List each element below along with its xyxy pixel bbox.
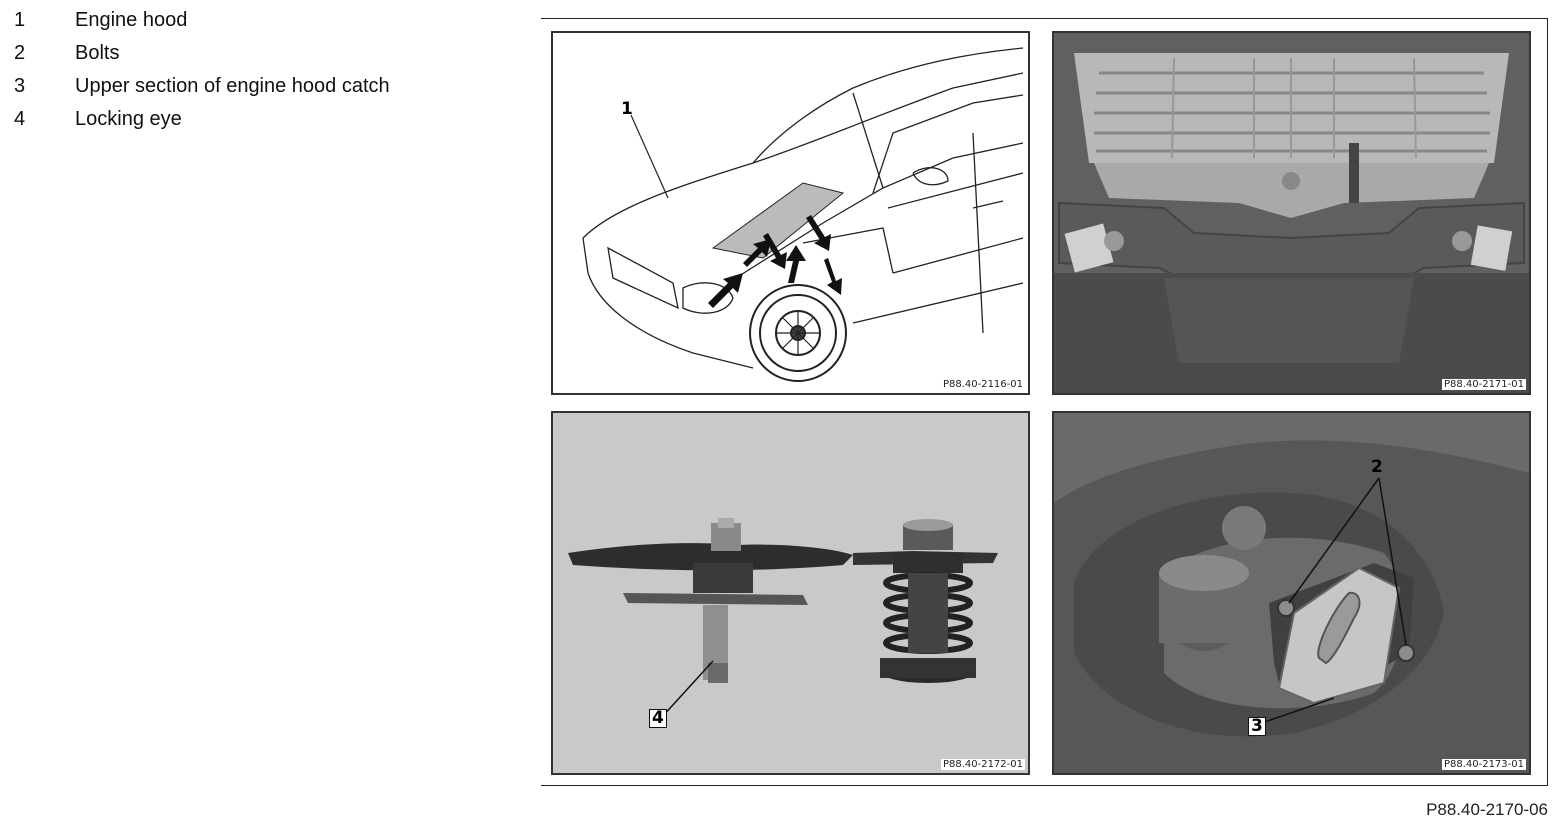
legend-number: 2 — [14, 42, 26, 64]
legend-label: Bolts — [75, 42, 120, 64]
figure-frame — [541, 18, 1548, 786]
legend-label: Locking eye — [75, 108, 182, 130]
image-code: P88.40-2116-01 — [942, 379, 1023, 390]
callout-label: 4 — [649, 709, 667, 728]
image-code: P88.40-2172-01 — [942, 759, 1023, 770]
hood-catch-closeup-photo — [1054, 413, 1529, 773]
panel-hood-catch-parts-photo — [551, 411, 1030, 775]
legend-label: Engine hood — [75, 9, 188, 31]
figure-code: P88.40-2170-06 — [1426, 800, 1548, 819]
legend-number: 1 — [14, 9, 26, 31]
legend-number: 4 — [14, 108, 26, 130]
callout-label: 3 — [1248, 717, 1266, 736]
panel-car-drawing — [551, 31, 1030, 395]
grille-photo — [1054, 33, 1529, 393]
callout-label: 1 — [621, 99, 633, 119]
callout-label: 2 — [1371, 457, 1383, 477]
panel-hood-catch-closeup-photo — [1052, 411, 1531, 775]
car-line-drawing — [553, 33, 1028, 393]
legend-number: 3 — [14, 75, 26, 97]
panel-front-grille-photo — [1052, 31, 1531, 395]
hood-catch-parts-photo — [553, 413, 1028, 773]
legend-label: Upper section of engine hood catch — [75, 75, 390, 97]
image-code: P88.40-2173-01 — [1443, 759, 1524, 770]
image-code: P88.40-2171-01 — [1443, 379, 1524, 390]
